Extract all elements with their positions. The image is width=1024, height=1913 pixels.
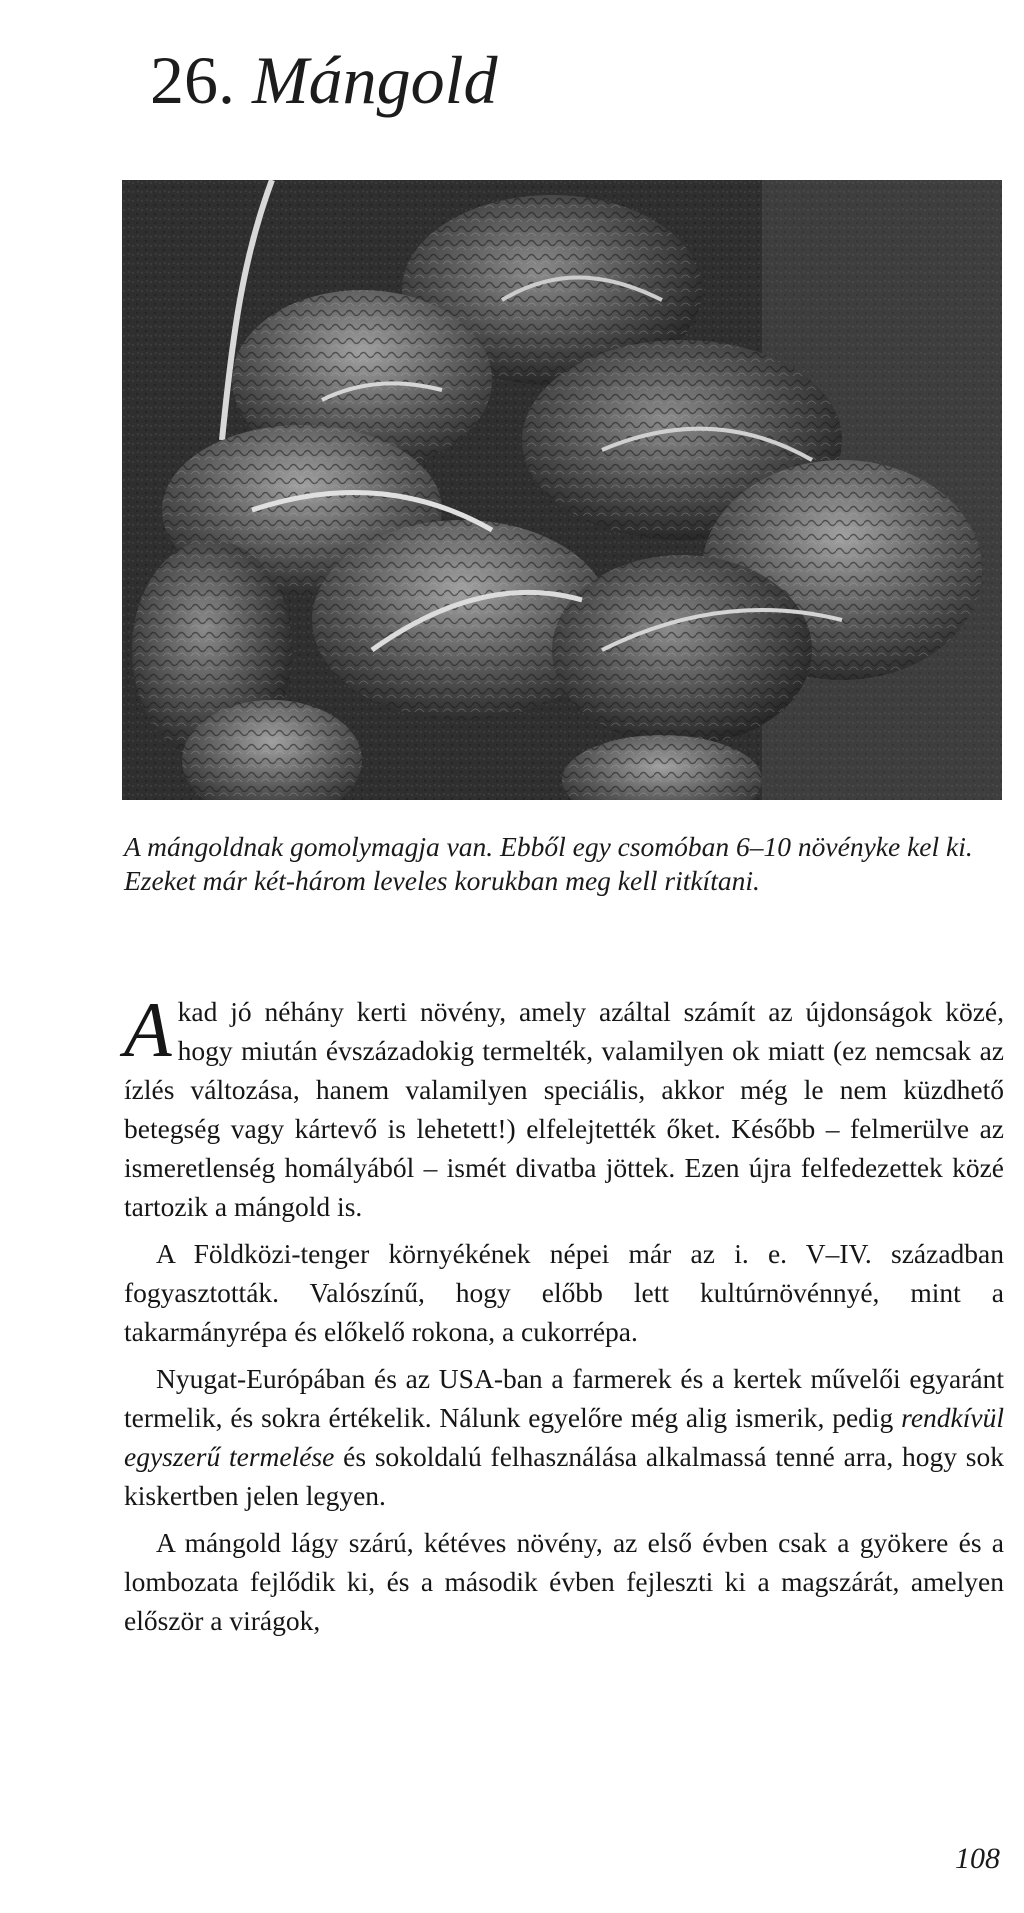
body-text (124, 986, 1004, 1648)
chapter-title-text: Mángold (252, 42, 498, 118)
paragraph-2: A Földközi-tenger környékének népei már az i. e. V–IV. században fogyasztották. Valószínű, hogy előbb lett kultúrnövénnyé, mint a takarmányrépa és előkelő rokona, a cukorrépa. (124, 1238, 1004, 1347)
paragraph-3-text-b: és sokoldalú felhasználása alkalmassá tenné arra, hogy sok kiskertben jelen legyen. (124, 1441, 1004, 1511)
paragraph-4: A mángold lágy szárú, kétéves növény, az első évben csak a gyökere és a lombozata fejlődik ki, és a második évben fejleszti ki a magszárát, amelyen először a virágok, (124, 1527, 1004, 1636)
paragraph-3-emphasis: rendkívül egyszerű termelése (124, 1402, 1004, 1472)
paragraph-3 (124, 1359, 1004, 1515)
paragraph-3-text-a: Nyugat-Európában és az USA-ban a farmerek és a kertek művelői egyaránt termelik, és sokra értékelik. Nálunk egyelőre még alig ismerik, pedig (124, 1363, 1004, 1433)
chard-photo (122, 180, 1002, 800)
paragraph-1 (124, 986, 1004, 1226)
paragraph-1-text: kad jó néhány kerti növény, amely azáltal számít az újdonságok közé, hogy miután évszázadokig termelték, valamilyen ok miatt (ez nemcsak az ízlés változása, hanem valamilyen speciális, akkor még le nem küzdhető betegség vagy kártevő is lehetett!) elfelejtették őket. Később – felmerülve az ismeretlenség homályából – ismét divatba jöttek. Ezen újra felfedezettek közé tartozik a mángold is. (124, 996, 1004, 1222)
photo-caption: A mángoldnak gomolymagja van. Ebből egy csomóban 6–10 növényke kel ki. Ezeket már két-három leveles korukban meg kell ritkítani. (124, 831, 973, 896)
chard-leaves-image (122, 180, 1002, 800)
page-number: 108 (955, 1842, 1000, 1875)
chapter-number: 26. (150, 42, 235, 118)
drop-cap: A (124, 986, 172, 1073)
chapter-title (150, 42, 498, 118)
